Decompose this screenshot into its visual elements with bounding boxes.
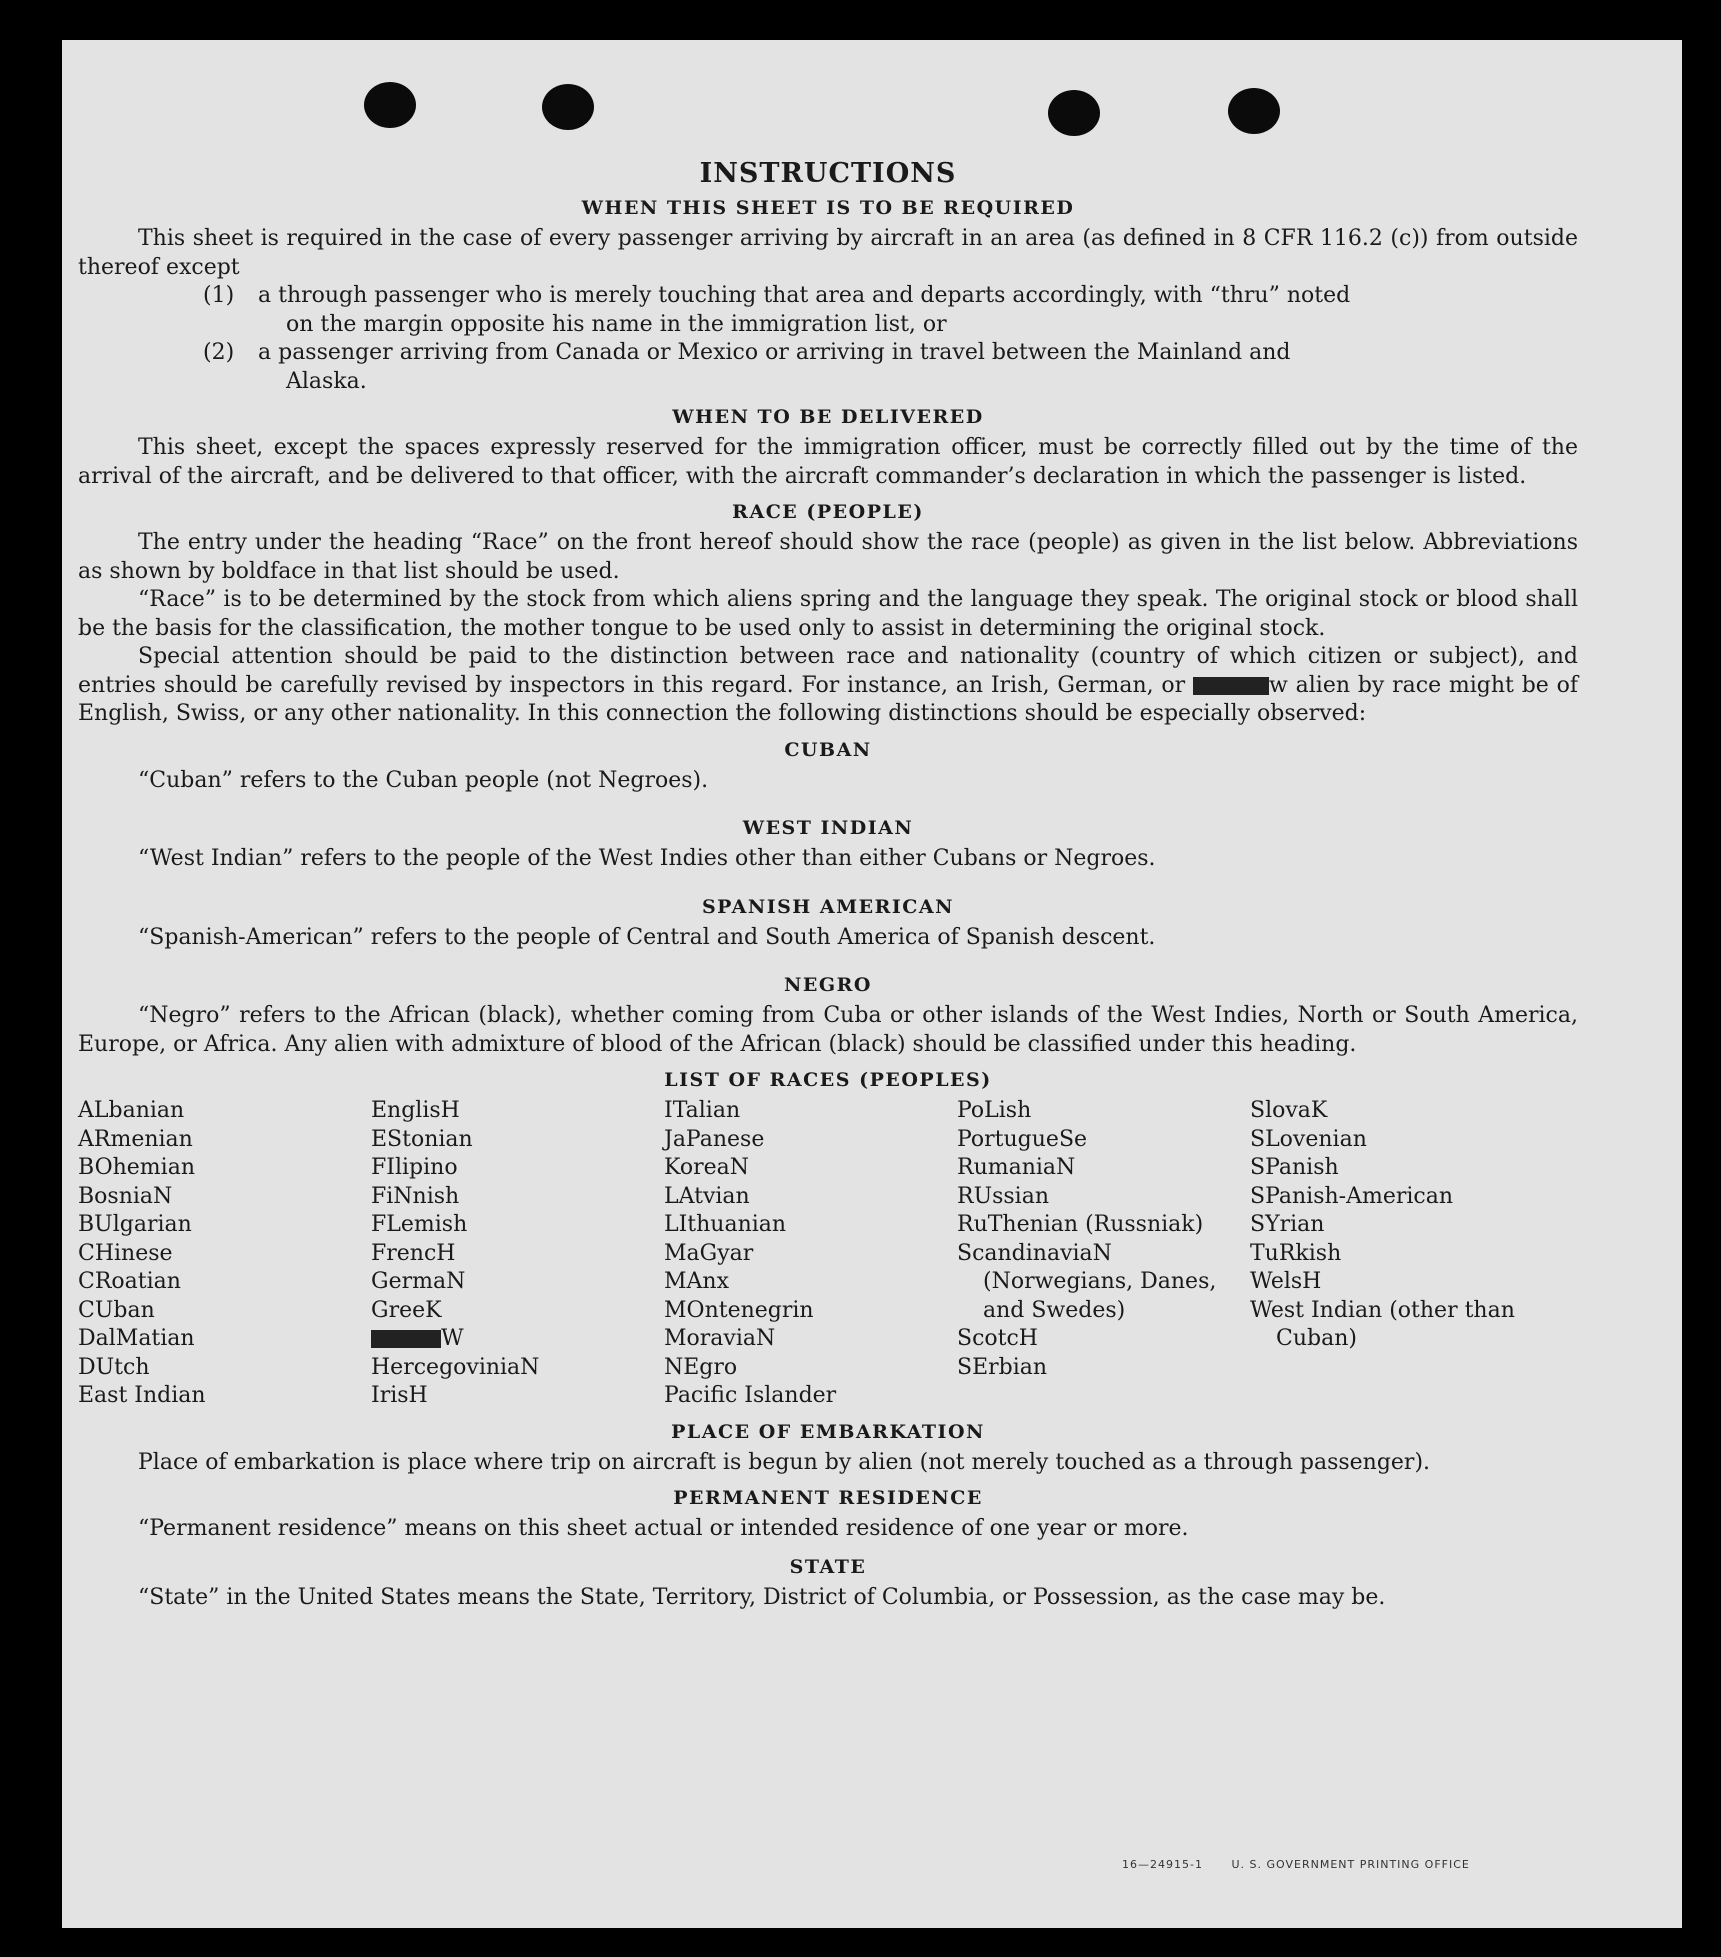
heading-permanent-residence: PERMANENT RESIDENCE <box>673 1487 983 1509</box>
races-column <box>664 1097 957 1411</box>
delivered-text: This sheet, except the spaces expressly reserved for the immigration officer, must be correctly filled out by the time of the arrival of the aircraft, and be delivered to that officer, with the aircraft commander’s declaration in which the passenger is listed. <box>78 435 1578 489</box>
content <box>78 158 1578 1612</box>
race-entry: FiNnish <box>371 1183 460 1209</box>
heading-cuban: CUBAN <box>784 738 872 761</box>
race-entry: HercegoviniaN <box>371 1354 540 1380</box>
race-entry: BUlgarian <box>78 1212 192 1237</box>
race-entry: DUtch <box>78 1354 150 1380</box>
heading-west-indian: WEST INDIAN <box>742 817 914 839</box>
race-entry: PoLish <box>957 1098 1032 1123</box>
punch-hole <box>1048 90 1100 136</box>
races-column <box>371 1097 664 1411</box>
required-intro: This sheet is required in the case of every passenger arriving by aircraft in an area (as defined in 8 CFR 116.2 (c)) from outside thereof except <box>78 226 1578 280</box>
heading-race: RACE (PEOPLE) <box>732 501 924 523</box>
state-text: “State” in the United States means the State, Territory, District of Columbia, or Possession, as the case may be. <box>138 1584 1386 1610</box>
punch-hole <box>542 84 594 130</box>
west-indian-text: “West Indian” refers to the people of the West Indies other than either Cubans or Negroes. <box>138 846 1156 871</box>
race-entry: RumaniaN <box>957 1155 1076 1180</box>
races-column <box>1250 1097 1543 1411</box>
race-entry: JaPanese <box>664 1126 765 1152</box>
race-entry: RuThenian (Russniak) <box>957 1212 1204 1237</box>
race-entry: CHinese <box>78 1240 173 1266</box>
race-entry: FrencH <box>371 1240 456 1266</box>
race-entry: EStonian <box>371 1126 473 1152</box>
printer-name: U. S. GOVERNMENT PRINTING OFFICE <box>1231 1858 1470 1871</box>
race-entry: SErbian <box>957 1354 1048 1380</box>
race-entry: ALbanian <box>78 1098 185 1123</box>
race-entry: BOhemian <box>78 1155 195 1180</box>
list-item: (2) a passenger arriving from Canada or Mexico or arriving in travel between the Mainland and Alaska. <box>203 340 1291 394</box>
race-entry: DalMatian <box>78 1326 195 1351</box>
heading-negro: NEGRO <box>784 974 872 996</box>
race-entry: MOntenegrin <box>664 1297 814 1323</box>
race-entry: GermaN <box>371 1269 466 1294</box>
race-entry: PortugueSe <box>957 1126 1088 1152</box>
race-entry: SPanish-American <box>1250 1183 1454 1209</box>
list-item: (1) a through passenger who is merely touching that area and departs accordingly, with “thru” noted on the margin opposite his name in the immigration list, or <box>203 283 1351 337</box>
race-entry: WelsH <box>1250 1269 1322 1294</box>
race-paragraph-1: The entry under the heading “Race” on the front hereof should show the race (people) as given in the list below. Abbreviations as shown by boldface in that list should be used. <box>78 530 1578 584</box>
race-entry-redacted: W <box>371 1325 664 1354</box>
race-entry: LAtvian <box>664 1183 750 1209</box>
race-entry: EnglisH <box>371 1098 460 1123</box>
race-entry: LIthuanian <box>664 1212 787 1237</box>
race-paragraph-3: Special attention should be paid to the distinction between race and nationality (country of which citizen or subject), and entries should be carefully revised by inspectors in this regard. For instance, an Irish, German, or w alien by race might be of English, Swiss, or any other nationality. In this connection the following distinctions should be especially observed: <box>78 644 1578 726</box>
race-entry: SPanish <box>1250 1155 1339 1180</box>
negro-text: “Negro” refers to the African (black), whether coming from Cuba or other islands of the West Indies, North or South America, Europe, or Africa. Any alien with admixture of blood of the African (black) should be classified under this heading. <box>78 1003 1578 1057</box>
race-entry: SLovenian <box>1250 1126 1367 1152</box>
race-entry: FIlipino <box>371 1155 458 1180</box>
race-entry: CRoatian <box>78 1269 181 1294</box>
race-entry: BosniaN <box>78 1183 173 1209</box>
redaction-mark <box>371 1330 441 1348</box>
race-entry: FLemish <box>371 1212 468 1237</box>
race-entry: GreeK <box>371 1297 442 1323</box>
race-entry: CUban <box>78 1297 155 1323</box>
race-entry: ScotcH <box>957 1326 1038 1351</box>
races-column <box>78 1097 371 1411</box>
race-entry: SlovaK <box>1250 1098 1328 1123</box>
race-entry: East Indian <box>78 1383 206 1408</box>
race-entry: KoreaN <box>664 1155 749 1180</box>
heading-required: WHEN THIS SHEET IS TO BE REQUIRED <box>581 197 1075 219</box>
punch-hole <box>1228 88 1280 134</box>
race-paragraph-2: “Race” is to be determined by the stock from which aliens spring and the language they speak. The original stock or blood shall be the basis for the classification, the mother tongue to be used only to assist in determining the original stock. <box>78 587 1578 641</box>
heading-state: STATE <box>789 1555 867 1578</box>
cuban-text: “Cuban” refers to the Cuban people (not Negroes). <box>138 767 709 793</box>
race-entry: ARmenian <box>78 1126 193 1152</box>
heading-spanish-american: SPANISH AMERICAN <box>701 895 955 918</box>
document-sheet <box>62 40 1682 1928</box>
race-entry: MAnx <box>664 1269 729 1294</box>
printer-footer <box>1122 1858 1494 1871</box>
form-code: 16—24915-1 <box>1122 1858 1203 1871</box>
races-table <box>78 1097 1578 1411</box>
race-entry: Pacific Islander <box>664 1383 837 1408</box>
race-entry: West Indian (other than Cuban) <box>1250 1297 1515 1351</box>
heading-embarkation: PLACE OF EMBARKATION <box>671 1420 985 1443</box>
heading-delivered: WHEN TO BE DELIVERED <box>672 406 984 428</box>
race-entry: NEgro <box>664 1354 738 1380</box>
heading-list-of-races: LIST OF RACES (PEOPLES) <box>664 1069 992 1091</box>
races-column <box>957 1097 1250 1411</box>
race-entry: MaGyar <box>664 1240 754 1266</box>
redaction-mark <box>1193 677 1269 695</box>
race-entry: ScandinaviaN (Norwegians, Danes, and Swedes) <box>957 1240 1217 1323</box>
race-entry: IrisH <box>371 1383 428 1408</box>
spanish-american-text: “Spanish-American” refers to the people of Central and South America of Spanish descent. <box>138 924 1156 950</box>
race-entry: MoraviaN <box>664 1326 776 1351</box>
embarkation-text: Place of embarkation is place where trip on aircraft is begun by alien (not merely touched as a through passenger). <box>138 1449 1431 1475</box>
residence-text: “Permanent residence” means on this sheet actual or intended residence of one year or more. <box>138 1516 1189 1541</box>
punch-hole <box>364 82 416 128</box>
race-entry: SYrian <box>1250 1212 1325 1237</box>
race-entry: ITalian <box>664 1098 741 1123</box>
race-entry: TuRkish <box>1250 1240 1342 1266</box>
page-title: INSTRUCTIONS <box>699 158 957 189</box>
race-entry: RUssian <box>957 1183 1050 1209</box>
